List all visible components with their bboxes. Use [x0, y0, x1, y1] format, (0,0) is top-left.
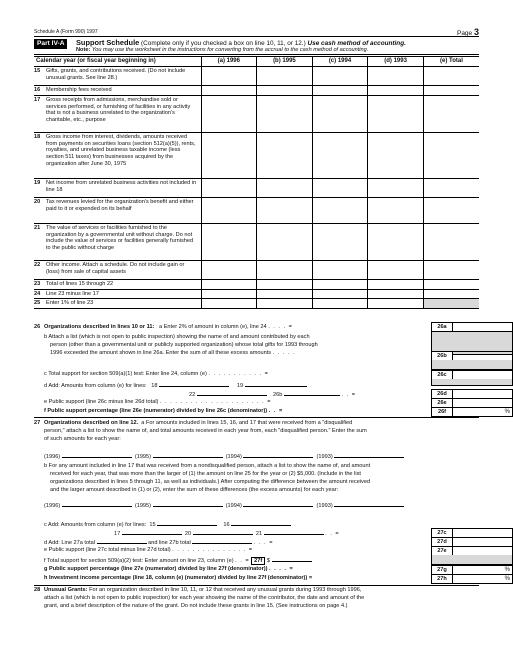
line-26e-label: e Public support (line 26c minus line 26d total) [44, 399, 159, 405]
line-25-c[interactable] [312, 299, 368, 309]
line-15-b[interactable] [257, 67, 313, 86]
line-28-text-1 [44, 587, 361, 594]
line-23-a[interactable] [201, 279, 257, 289]
line-27c-17-field[interactable] [122, 529, 182, 535]
line-27h-box-label: 27h [431, 574, 453, 584]
line-number: 17 [34, 95, 44, 132]
line-27b-text-1: b For any amount included in line 17 that was received from a nondisqualified person, attach a list to show the name of, and amount [44, 463, 371, 469]
year-label: (1993) [316, 454, 333, 460]
table-row [34, 178, 479, 197]
line-26d-text [44, 381, 307, 390]
line-number: 22 [34, 260, 44, 279]
line-27b-1996-field[interactable] [62, 501, 132, 507]
form-identifier: Schedule A (Form 990) 1997 [34, 29, 98, 35]
line-27g-label: g Public support percentage (line 27e (numerator) divided by line 27f (denominator)) [44, 566, 268, 572]
line-23-d[interactable] [368, 279, 424, 289]
line-15-e[interactable] [423, 67, 479, 86]
table-row [34, 260, 479, 279]
shaded-area [431, 555, 513, 565]
line-16-d[interactable] [368, 86, 424, 96]
line-number: 16 [34, 86, 44, 96]
line-26a-label: a Enter 2% of amount in column (e), line 24 [159, 324, 267, 330]
divider [34, 585, 479, 586]
percent-sign: % [504, 576, 510, 582]
line-26c-label: c Total support for section 509(a)(1) test: Enter line 24, column (e) [44, 371, 207, 377]
line-26b-label: 1996 exceeded the amount shown in line 26a. Enter the sum of all these excess amounts [50, 350, 272, 356]
line-18-d[interactable] [368, 132, 424, 178]
note-text: You may use the worksheet in the instructions for converting from the accrual to the cash method of accounting. [91, 47, 369, 53]
line-27g-box-label: 27g [431, 565, 453, 575]
line-16-c[interactable] [312, 86, 368, 96]
line-25-e-shaded [423, 299, 479, 309]
line-27a-label: a For amounts included in lines 15, 16, and 17 that were received from a "disqualified [141, 420, 353, 426]
leader-dots: . . . . = [269, 566, 294, 572]
line-ref: 20 [184, 531, 192, 537]
line-28-title: Unusual Grants: [44, 587, 88, 593]
line-26d-26b-field[interactable] [284, 390, 340, 396]
col-c-header: (c) 1994 [312, 57, 368, 67]
line-26c-text [44, 371, 269, 378]
table-row [34, 95, 479, 132]
line-27c-20-field[interactable] [193, 529, 253, 535]
note-label: Note: [76, 47, 91, 53]
line-17-e[interactable] [423, 95, 479, 132]
line-26d-box-label: 26d [431, 389, 453, 399]
leader-dots: . . . . . [272, 350, 296, 356]
leader-dots: . . = [341, 392, 356, 398]
line-number: 26 [34, 324, 41, 330]
line-26b-box-label: 26b [431, 351, 453, 361]
line-number: 21 [34, 223, 44, 260]
percent-sign: % [504, 567, 510, 573]
line-17-b[interactable] [257, 95, 313, 132]
line-27-section [34, 420, 510, 582]
line-ref: 22 [189, 392, 196, 398]
line-27b-text-3: organizations described in lines 5 through 11, as well as individuals.) After computing the difference between the amount received [50, 479, 371, 485]
table-row [34, 67, 479, 86]
line-28-label: For an organization described in line 10, 11, or 12 that received any unusual grants during 1993 through 1996, [89, 587, 362, 593]
line-16-b[interactable] [257, 86, 313, 96]
line-27d-mid: and line 27b total [148, 540, 191, 546]
line-26b-text-2: person (other than a governmental unit or publicly supported organization) whose total gifts for 1993 through [50, 342, 318, 348]
line-27c-text [44, 520, 291, 529]
support-table [34, 56, 479, 309]
line-20-d[interactable] [368, 197, 424, 223]
line-27d-box-label: 27d [431, 537, 453, 547]
line-number: 24 [34, 289, 44, 299]
line-26f-amount[interactable] [453, 407, 513, 417]
line-number: 28 [34, 587, 41, 593]
dollar-sign: $ [266, 558, 270, 564]
line-21-b[interactable] [257, 223, 313, 260]
line-16-a[interactable] [201, 86, 257, 96]
line-27e-text [44, 547, 253, 554]
line-27f-field[interactable] [272, 556, 312, 562]
line-27b-1994-field[interactable] [243, 501, 313, 507]
table-row [34, 289, 479, 299]
line-26a-text [44, 324, 293, 331]
line-22-e[interactable] [423, 260, 479, 279]
leader-dots: . . . . . . . . . . . . . . . . . . . . . = [160, 399, 272, 405]
line-24-b[interactable] [257, 289, 313, 299]
line-label: Enter 1% of line 23 [44, 299, 201, 309]
line-15-a[interactable] [201, 67, 257, 86]
line-27-title: Organizations described on line 12. [44, 420, 139, 426]
line-23-b[interactable] [257, 279, 313, 289]
line-20-e[interactable] [423, 197, 479, 223]
line-28-text-2: attach a list (which is not open to public inspection) for each year showing the name of the contributor, the date and amount of the [44, 595, 365, 601]
table-row [34, 197, 479, 223]
line-22-c[interactable] [312, 260, 368, 279]
line-19-b[interactable] [257, 178, 313, 197]
percent-sign: % [504, 409, 510, 415]
line-27a-1995-field[interactable] [153, 452, 223, 458]
leader-dots: . . = [235, 558, 250, 564]
line-ref: 17 [114, 531, 121, 537]
line-23-e[interactable] [423, 279, 479, 289]
line-27a-1996-field[interactable] [62, 452, 132, 458]
year-label: (1995) [134, 503, 152, 509]
line-26c-box-label: 26c [431, 370, 453, 380]
line-ref: 21 [255, 531, 263, 537]
col-a-header: (a) 1996 [201, 57, 257, 67]
line-27d-27a-field[interactable] [97, 538, 147, 544]
line-27d-label: d Add: Line 27a total [44, 540, 96, 546]
line-label: Tax revenues levied for the organization's benefit and either paid to it or expended on its behalf [44, 197, 201, 223]
table-row [34, 132, 479, 178]
line-24-a[interactable] [201, 289, 257, 299]
line-27d-text [44, 538, 273, 547]
line-27e-label: e Public support (line 27c total minus line 27d total) [44, 547, 171, 553]
part-tag: Part IV-A [34, 39, 67, 49]
line-label: Gross receipts from admissions, merchandise sold or services performed, or furnishing of facilities in any activity that is not a business unrelated to the organization's charitable, etc., purpose [44, 95, 201, 132]
line-24-e[interactable] [423, 289, 479, 299]
line-number: 15 [34, 67, 44, 86]
line-label: Total of lines 15 through 22 [44, 279, 201, 289]
line-21-a[interactable] [201, 223, 257, 260]
table-row [34, 223, 479, 260]
line-label: Gross income from interest, dividends, amounts received from payments on securities loans (section 512(a)(5)), rents, royalties, and unrelated business taxable income (less section 511 taxes) from businesses acquired by the organization after June 30, 1975 [44, 132, 201, 178]
line-26a-box-label: 26a [431, 322, 453, 332]
leader-dots: . . = [268, 408, 284, 414]
line-27c-label: c Add: Amounts from column (e) for lines: [44, 522, 147, 528]
line-27c-15-field[interactable] [157, 520, 217, 526]
line-27f-label: f Total support for section 509(a)(2) test: Enter amount on line 23, column (e) [44, 558, 234, 564]
line-24-c[interactable] [312, 289, 368, 299]
line-20-a[interactable] [201, 197, 257, 223]
line-24-d[interactable] [368, 289, 424, 299]
line-label: Net income from unrelated business activities not included in line 18 [44, 178, 201, 197]
line-label: The value of services or facilities furnished to the organization by a governmental unit without charge. Do not include the value of services or facilities generally furnished to the public without charge [44, 223, 201, 260]
line-27b-text-2: received for each year, that was more than the larger of (1) the amount on line 25 for the year or (2) $5,000. (Include in the list [50, 471, 361, 477]
line-26f-text [44, 408, 283, 415]
line-number: 23 [34, 279, 44, 289]
year-label: (1995) [134, 454, 152, 460]
line-22-a[interactable] [201, 260, 257, 279]
line-18-a[interactable] [201, 132, 257, 178]
line-number: 19 [34, 178, 44, 197]
table-row [34, 299, 479, 309]
line-26d-22-field[interactable] [197, 390, 267, 396]
year-label: (1996) [44, 503, 61, 509]
leader-dots: . . . . . . . . . . . = [208, 371, 269, 377]
year-label: (1993) [316, 503, 333, 509]
line-26d-label: d Add: Amounts from column (e) for lines: [44, 383, 147, 389]
part-title: Support Schedule [76, 38, 140, 47]
leader-dots: . . . = [253, 540, 274, 546]
line-ref: 19 [236, 383, 244, 389]
col-b-header: (b) 1995 [257, 57, 313, 67]
line-19-a[interactable] [201, 178, 257, 197]
line-26e-box-label: 26e [431, 398, 453, 408]
line-ref: 26b [273, 392, 283, 398]
line-27c-21-field[interactable] [264, 529, 324, 535]
leader-dots: . . . . = [268, 324, 293, 330]
line-27c-text-2 [114, 529, 340, 538]
line-18-c[interactable] [312, 132, 368, 178]
line-27c-box-label: 27c [431, 528, 453, 538]
line-27a-text-2: person," attach a list to show the name of, and total amounts received in each year from, each "disqualified person." Enter the sum [44, 428, 367, 434]
line-27b-text-4: and the larger amount described in (1) or (2), enter the sum of these differences (the excess amounts) for each year: [50, 487, 339, 493]
line-27f-text [44, 556, 312, 565]
line-number: 25 [34, 299, 44, 309]
line-20-b[interactable] [257, 197, 313, 223]
year-label: (1994) [225, 503, 242, 509]
line-ref: 18 [151, 383, 158, 389]
divider [34, 417, 479, 418]
shaded-area [431, 379, 513, 386]
line-26-title: Organizations described in lines 10 or 11: [44, 324, 155, 330]
line-26d-19-field[interactable] [245, 381, 307, 387]
line-21-d[interactable] [368, 223, 424, 260]
line-27d-27b-field[interactable] [192, 538, 252, 544]
line-23-c[interactable] [312, 279, 368, 289]
line-27b-years [44, 501, 404, 510]
line-20-c[interactable] [312, 197, 368, 223]
line-17-c[interactable] [312, 95, 368, 132]
line-label: Line 23 minus line 17 [44, 289, 201, 299]
line-ref: 16 [223, 522, 230, 528]
line-27b-1995-field[interactable] [153, 501, 223, 507]
line-26a-amount[interactable] [453, 322, 513, 332]
line-label: Other income. Attach a schedule. Do not include gain or (loss) from sale of capital assets [44, 260, 201, 279]
table-row [34, 86, 479, 96]
line-17-d[interactable] [368, 95, 424, 132]
line-27g-text [44, 566, 294, 573]
line-19-e[interactable] [423, 178, 479, 197]
line-26b-text-3 [50, 350, 296, 357]
line-26f-label: f Public support percentage (line 26e (numerator) divided by line 26c (denominator)) [44, 408, 268, 414]
line-27a-text-3: of such amounts for each year: [44, 436, 121, 442]
page-number: 3 [473, 27, 479, 37]
line-27f-inline-box: 27f [251, 557, 265, 565]
page-header [34, 27, 479, 37]
line-18-e[interactable] [423, 132, 479, 178]
year-label: (1994) [225, 454, 242, 460]
col-label-header: Calendar year (or fiscal year beginning in) [34, 57, 201, 67]
year-label: (1996) [44, 454, 61, 460]
leader-dots: = [308, 575, 314, 581]
line-25-d[interactable] [368, 299, 424, 309]
leader-dots: . . . . . . . . . . . . . . . = [172, 547, 254, 553]
line-number: 20 [34, 197, 44, 223]
line-number: 18 [34, 132, 44, 178]
line-25-b[interactable] [257, 299, 313, 309]
leader-dots: . . = [325, 531, 340, 537]
line-16-e[interactable] [423, 86, 479, 96]
line-26b-text-1: b Attach a list (which is not open to public inspection) showing the name of and amount contributed by each [44, 334, 310, 340]
line-15-d[interactable] [368, 67, 424, 86]
line-number: 27 [34, 420, 41, 426]
col-d-header: (d) 1993 [368, 57, 424, 67]
column-header-row [34, 57, 479, 67]
line-21-c[interactable] [312, 223, 368, 260]
line-27a-years [44, 452, 404, 461]
page-number-label [457, 27, 479, 38]
line-label: Membership fees received [44, 86, 201, 96]
line-27e-box-label: 27e [431, 546, 453, 556]
line-22-b[interactable] [257, 260, 313, 279]
line-26e-text [44, 399, 272, 406]
line-27b-1993-field[interactable] [334, 501, 404, 507]
line-27a-1993-field[interactable] [334, 452, 404, 458]
line-21-e[interactable] [423, 223, 479, 260]
line-28-section [34, 587, 479, 617]
line-27h-amount[interactable] [453, 574, 513, 584]
part-subtitle-bold: Use cash method of accounting. [307, 40, 406, 47]
line-19-c[interactable] [312, 178, 368, 197]
line-27h-label: h Investment income percentage (line 18, column (e) (numerator) divided by line 27f (denominator)) [44, 575, 308, 581]
line-26f-box-label: 26f [431, 407, 453, 417]
line-19-d[interactable] [368, 178, 424, 197]
table-row [34, 279, 479, 289]
page-prefix: Page [456, 30, 473, 37]
line-26d-text-2 [189, 390, 356, 399]
line-label: Gifts, grants, and contributions received. (Do not include unusual grants. See line 28.) [44, 67, 201, 86]
line-18-b[interactable] [257, 132, 313, 178]
shaded-area [431, 360, 513, 370]
line-26d-18-field[interactable] [159, 381, 229, 387]
line-26-section [34, 323, 510, 423]
line-28-text-3: grant, and a brief description of the nature of the grant. Do not include these grants in line 15. (See instructions on page 4.) [44, 603, 348, 609]
part-note [76, 47, 368, 54]
col-e-header: (e) Total [423, 57, 479, 67]
line-27a-1994-field[interactable] [243, 452, 313, 458]
line-17-a[interactable] [201, 95, 257, 132]
line-27a-text-1 [44, 420, 352, 427]
line-27h-text [44, 575, 313, 582]
line-ref: 15 [149, 522, 156, 528]
line-22-d[interactable] [368, 260, 424, 279]
line-27c-16-field[interactable] [231, 520, 291, 526]
part-iv-a-header [34, 38, 479, 55]
part-subtitle: (Complete only if you checked a box on line 10, 11, or 12.) [141, 40, 306, 47]
line-25-a[interactable] [201, 299, 257, 309]
line-15-c[interactable] [312, 67, 368, 86]
